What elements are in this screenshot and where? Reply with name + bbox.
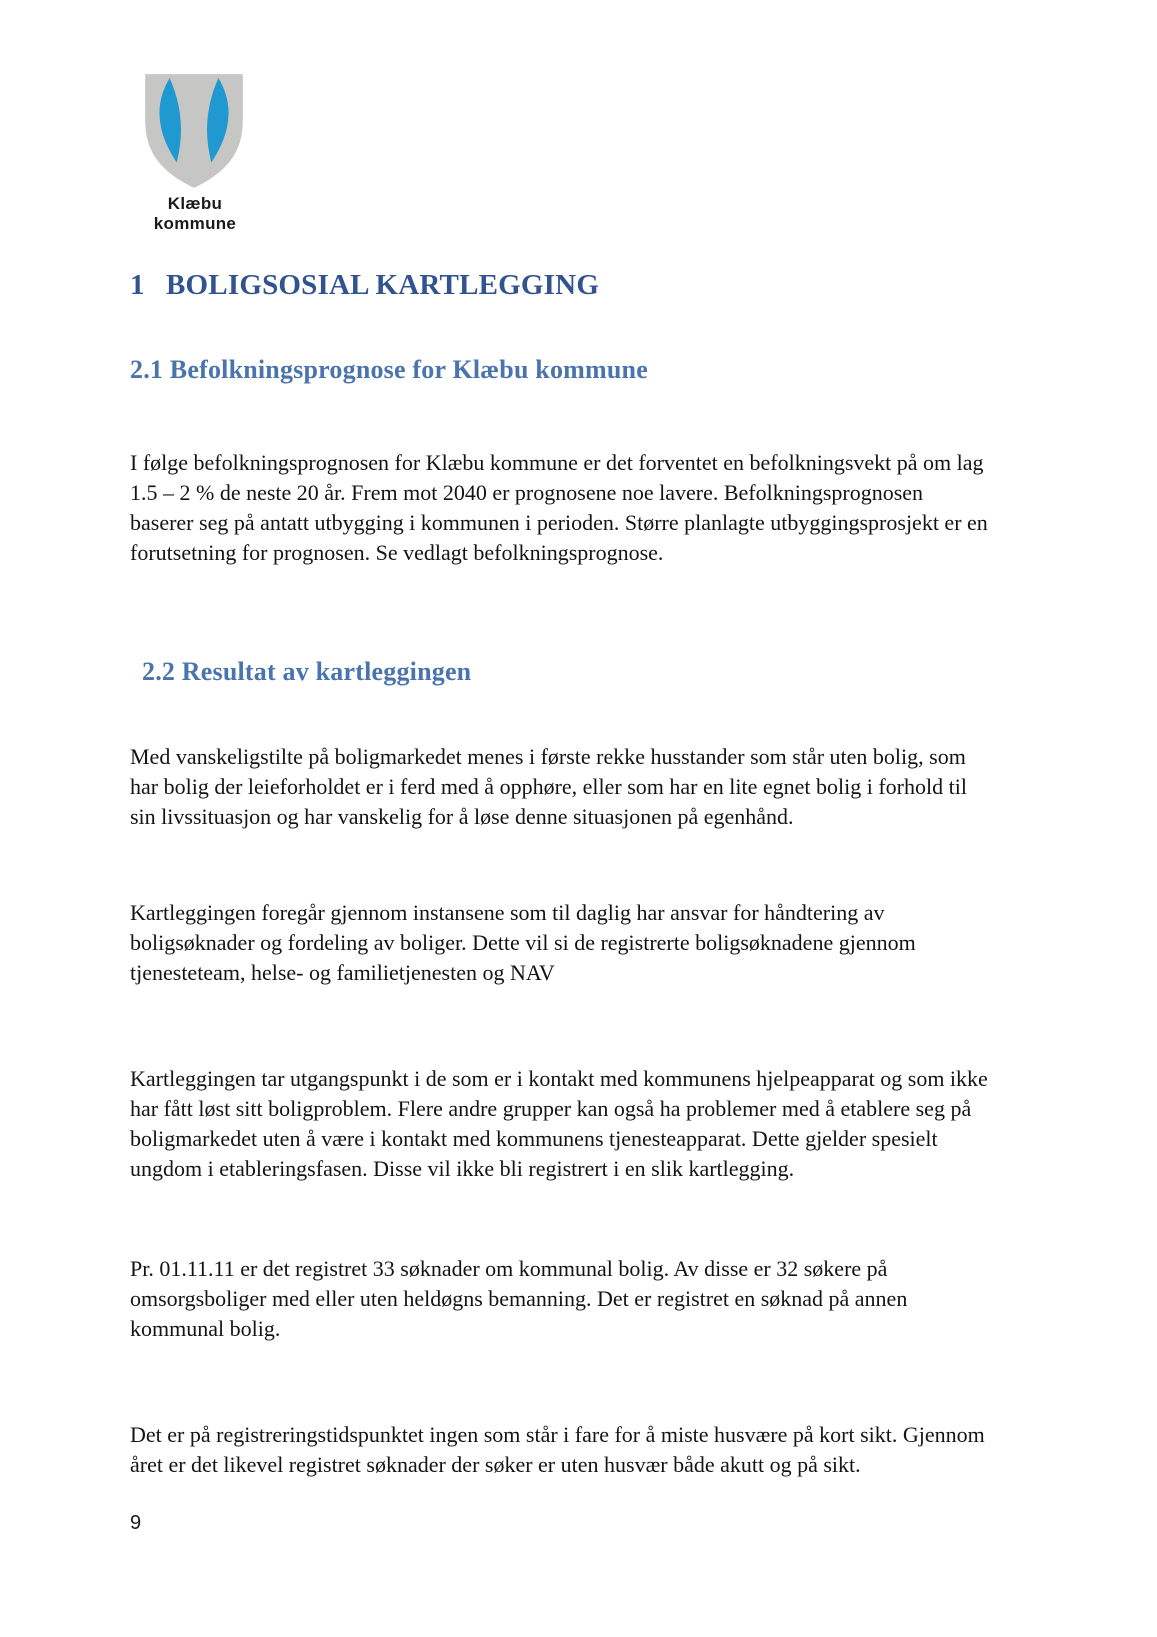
chapter-number: 1 (130, 269, 145, 301)
page-number: 9 (130, 1512, 142, 1534)
municipality-logo (138, 70, 252, 234)
paragraph-registreringstidspunkt: Det er på registreringstidspunktet ingen som står i fare for å miste husvære på kort sikt. Gjennom året er det likevel registret søknader der søker er uten husvær både akutt og på sikt. (130, 1422, 985, 1477)
paragraph-befolkningsprognose: I følge befolkningsprognosen for Klæbu kommune er det forventet en befolkningsvekt på om lag 1.5 – 2 % de neste 20 år. Frem mot 2040 er prognosene noe lavere. Befolkningsprognosen baserer seg på antatt utbygging i kommunen i perioden. Større planlagte utbyggingsprosjekt er en forutsetning for prognosen. Se vedlagt befolkningsprognose. (130, 450, 988, 565)
coat-of-arms-icon (138, 70, 250, 192)
section-heading-2-1: 2.1 Befolkningsprognose for Klæbu kommune (130, 355, 648, 384)
logo-text (138, 194, 252, 234)
paragraph-kartlegging-instanser: Kartleggingen foregår gjennom instansene som til daglig har ansvar for håndtering av boligsøknader og fordeling av boliger. Dette vil si de registrerte boligsøknadene gjennom tjenesteteam, helse- og familietjenesten og NAV (130, 900, 916, 985)
chapter-title: BOLIGSOSIAL KARTLEGGING (166, 269, 600, 301)
section-heading-2-2: 2.2 Resultat av kartleggingen (142, 657, 472, 686)
logo-text-line2: kommune (153, 214, 237, 233)
shield-shape (145, 74, 243, 188)
paragraph-registrerte-soknader: Pr. 01.11.11 er det registret 33 søknader om kommunal bolig. Av disse er 32 søkere på omsorgsboliger med eller uten heldøgns bemanning. Det er registret en søknad på annen kommunal bolig. (130, 1256, 908, 1341)
logo-text-line1: Klæbu (167, 194, 223, 213)
chapter-heading (130, 268, 994, 302)
paragraph-vanskeligstilte: Med vanskeligstilte på boligmarkedet menes i første rekke husstander som står uten bolig, som har bolig der leieforholdet er i ferd med å opphøre, eller som har en lite egnet bolig i forhold til sin livssituasjon og har vanskelig for å løse denne situasjonen på egenhånd. (130, 744, 967, 829)
paragraph-kartlegging-utgangspunkt: Kartleggingen tar utgangspunkt i de som er i kontakt med kommunens hjelpeapparat og som ikke har fått løst sitt boligproblem. Flere andre grupper kan også ha problemer med å etablere seg på boligmarkedet uten å være i kontakt med kommunens tjenesteapparat. Dette gjelder spesielt ungdom i etableringsfasen. Disse vil ikke bli registrert i en slik kartlegging. (130, 1066, 988, 1181)
